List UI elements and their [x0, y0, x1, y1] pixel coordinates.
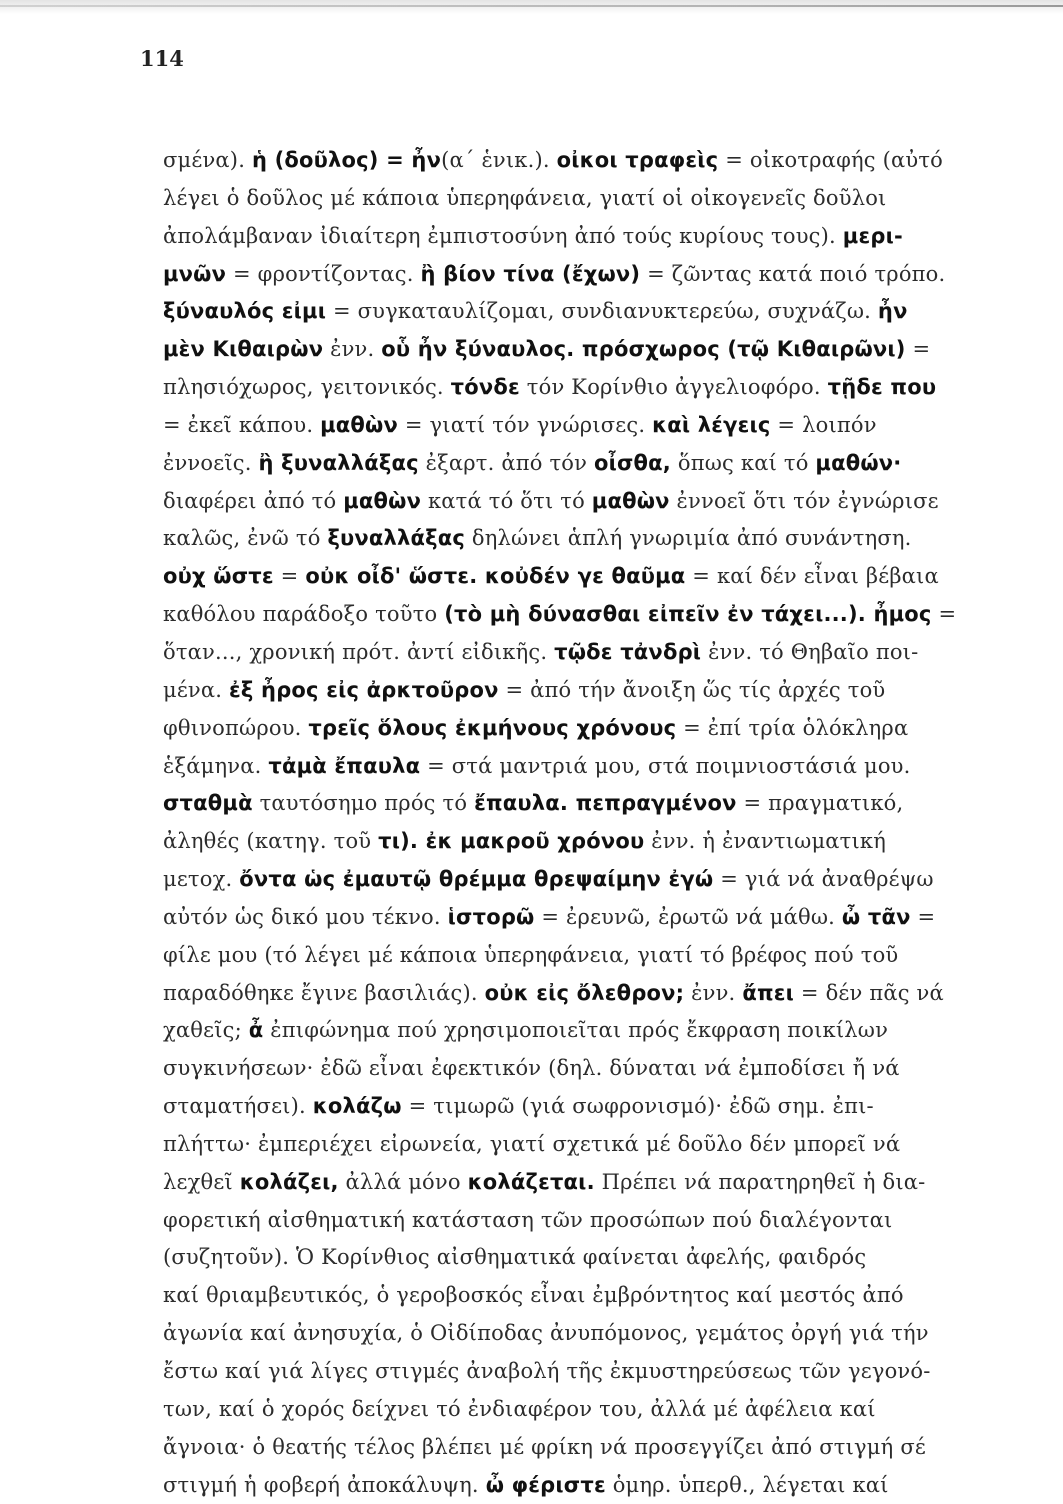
- commentary-segment: φίλε μου (τό λέγει μέ κάποια ὑπερηφάνεια, γιατί τό βρέφος πού τοῦ: [163, 942, 899, 967]
- lemma-term: μερι-: [842, 223, 903, 248]
- commentary-segment: κατά τό ὅτι τό: [421, 488, 592, 513]
- text-line: [163, 596, 993, 634]
- commentary-segment: ἀγωνία καί ἀνησυχία, ὁ Οἰδίποδας ἀνυπόμονος, γεμάτος ὀργή γιά τήν: [163, 1321, 929, 1346]
- commentary-segment: =: [905, 337, 931, 362]
- commentary-segment: μένα.: [163, 677, 230, 702]
- text-line: [163, 823, 993, 861]
- commentary-segment: ἀληθές (κατηγ. τοῦ: [163, 829, 379, 854]
- lemma-term: οὗ ἦν ξύναυλος. πρόσχωρος (τῷ Κιθαιρῶνι): [381, 337, 906, 362]
- commentary-segment: ἐνν.: [323, 337, 382, 362]
- lemma-term: ἐξ ἦρος εἰς ἀρκτοῦρον: [229, 677, 499, 702]
- commentary-segment: αὐτόν ὡς δικό μου τέκνο.: [163, 904, 448, 929]
- commentary-segment: ἔστω καί γιά λίγες στιγμές ἀναβολή τῆς ἐκμυστηρεύσεως τῶν γεγονό-: [163, 1359, 931, 1383]
- commentary-segment: χαθεῖς;: [163, 1018, 249, 1043]
- lemma-term: μαθὼν: [343, 488, 422, 513]
- lemma-term: ἔπαυλα. πεπραγμένον: [474, 791, 737, 816]
- commentary-segment: λέγει ὁ δοῦλος μέ κάποια ὑπερηφάνεια, γιατί οἱ οἰκογενεῖς δοῦλοι: [163, 185, 887, 210]
- text-line: [163, 142, 993, 180]
- lemma-term: μαθὼν: [591, 488, 670, 513]
- commentary-segment: ἑξάμηνα.: [163, 753, 269, 778]
- commentary-segment: = φροντίζοντας.: [226, 261, 421, 286]
- commentary-segment: Πρέπει νά παρατηρηθεῖ ἡ δια-: [594, 1169, 926, 1194]
- lemma-term: τόνδε: [450, 375, 520, 400]
- text-line: [163, 1012, 993, 1050]
- commentary-segment: ἐξαρτ. ἀπό τόν: [418, 450, 594, 475]
- commentary-segment: = στά μαντριά μου, στά ποιμνιοστάσιά μου.: [420, 753, 911, 778]
- commentary-segment: = ζῶντας κατά ποιό τρόπο.: [640, 261, 946, 286]
- commentary-segment: καί θριαμβευτικός, ὁ γεροβοσκός εἶναι ἐμβρόντητος καί μεστός ἀπό: [163, 1283, 904, 1308]
- commentary-segment: = πραγματικό,: [736, 791, 904, 816]
- text-line: [163, 1391, 993, 1429]
- commentary-segment: = συγκαταυλίζομαι, συνδιανυκτερεύω, συχνάζω.: [326, 299, 878, 324]
- lemma-term: ἢ βίον τίνα (ἔχων): [420, 261, 641, 286]
- commentary-segment: = ἐρευνῶ, ἐρωτῶ νά μάθω.: [534, 904, 842, 929]
- commentary-segment: = οἰκοτραφής (αὐτό: [718, 148, 943, 172]
- commentary-segment: ἀλλά μόνο: [338, 1169, 468, 1194]
- commentary-segment: = τιμωρῶ (γιά σωφρονισμό)· ἐδῶ σημ. ἐπι-: [401, 1094, 874, 1119]
- lemma-term: τι). ἐκ μακροῦ χρόνου: [378, 829, 645, 854]
- commentary-segment: = καί δέν εἶναι βέβαια: [685, 564, 939, 589]
- scan-top-edge: [0, 0, 1063, 14]
- text-line: [163, 483, 993, 521]
- text-line: [163, 558, 993, 596]
- text-line: [163, 445, 993, 483]
- lemma-term: οὐχ ὥστε: [163, 564, 274, 589]
- text-line: [163, 369, 993, 407]
- text-line: [163, 1277, 993, 1315]
- commentary-segment: λεχθεῖ: [163, 1169, 240, 1194]
- commentary-segment: πλήττω· ἐμπεριέχει εἰρωνεία, γιατί σχετικά μέ δοῦλο δέν μπορεῖ νά: [163, 1131, 901, 1156]
- commentary-segment: ὅπως καί τό: [670, 450, 816, 475]
- lemma-term: μνῶν: [163, 261, 227, 286]
- lemma-term: ὦ τᾶν: [841, 904, 911, 929]
- lemma-term: ξυναλλάξας: [327, 526, 466, 551]
- lemma-term: οἰκοι τραφεὶς: [556, 148, 719, 172]
- commentary-segment: φθινοπώρου.: [163, 715, 309, 740]
- text-line: [163, 1467, 993, 1504]
- commentary-segment: = γιατί τόν γνώρισες.: [398, 412, 653, 437]
- lemma-term: σταθμὰ: [163, 791, 253, 816]
- scan-top-rule: [0, 5, 1063, 7]
- commentary-segment: =: [910, 904, 936, 929]
- text-line: [163, 748, 993, 786]
- commentary-segment: στιγμή ἡ φοβερή ἀποκάλυψη.: [163, 1472, 486, 1497]
- lemma-term: κολάζει,: [239, 1169, 339, 1194]
- text-line: [163, 1202, 993, 1240]
- commentary-segment: = λοιπόν: [770, 412, 877, 437]
- commentary-segment: ὁμηρ. ὑπερθ., λέγεται καί: [605, 1472, 889, 1497]
- lemma-term: ὄντα ὡς ἐμαυτῷ θρέμμα θρεψαίμην ἐγώ: [239, 867, 714, 892]
- commentary-segment: συγκινήσεων· ἐδῶ εἶναι ἐφεκτικόν (δηλ. δύναται νά ἐμποδίσει ἤ νά: [163, 1056, 900, 1081]
- lemma-term: ἢ ξυναλλάξας: [258, 450, 419, 475]
- commentary-segment: ἐπιφώνημα πού χρησιμοποιεῖται πρός ἔκφραση ποικίλων: [263, 1018, 889, 1043]
- text-line: [163, 1239, 993, 1277]
- commentary-segment: των, καί ὁ χορός δείχνει τό ἐνδιαφέρον του, ἀλλά μέ ἀφέλεια καί: [163, 1396, 876, 1421]
- text-line: [163, 1429, 993, 1467]
- commentary-text: [163, 142, 993, 1504]
- lemma-term: οὐκ εἰς ὄλεθρον;: [484, 980, 685, 1005]
- commentary-segment: σμένα).: [163, 148, 252, 172]
- lemma-term: ἦν: [877, 299, 908, 324]
- commentary-segment: σταματήσει).: [163, 1094, 313, 1119]
- text-line: [163, 1088, 993, 1126]
- text-line: [163, 710, 993, 748]
- lemma-term: κολάζω: [312, 1094, 402, 1119]
- commentary-segment: ὅταν..., χρονική πρότ. ἀντί εἰδικῆς.: [163, 639, 555, 664]
- text-line: [163, 293, 993, 331]
- lemma-term: τῇδε που: [827, 375, 937, 400]
- commentary-segment: ἀπολάμβαναν ἰδιαίτερη ἐμπιστοσύνη ἀπό τούς κυρίους τους).: [163, 223, 843, 248]
- lemma-term: ἆ: [248, 1018, 264, 1043]
- commentary-segment: καθόλου παράδοξο τοῦτο: [163, 602, 445, 627]
- text-line: [163, 1126, 993, 1164]
- text-line: [163, 407, 993, 445]
- commentary-segment: πλησιόχωρος, γειτονικός.: [163, 375, 451, 400]
- lemma-term: κολάζεται.: [467, 1169, 595, 1194]
- text-line: [163, 937, 993, 975]
- lemma-term: μαθών·: [815, 450, 902, 475]
- commentary-segment: = δέν πᾶς νά: [794, 980, 944, 1005]
- commentary-segment: = ἐκεῖ κάπου.: [163, 412, 321, 437]
- commentary-segment: ἐνν. τό Θηβαῖο ποι-: [701, 639, 919, 664]
- commentary-segment: φορετική αἰσθηματική κατάσταση τῶν προσώπων πού διαλέγονται: [163, 1207, 893, 1232]
- commentary-segment: ἐνν. ἡ ἐναντιωματική: [644, 829, 887, 854]
- text-line: [163, 975, 993, 1013]
- lemma-term: καὶ λέγεις: [652, 412, 771, 437]
- commentary-segment: ἐννοεῖς.: [163, 450, 259, 475]
- commentary-segment: ἐνν.: [684, 980, 743, 1005]
- text-line: [163, 218, 993, 256]
- text-line: [163, 1050, 993, 1088]
- text-line: [163, 1315, 993, 1353]
- lemma-term: τρεῖς ὅλους ἐκμήνους χρόνους: [308, 715, 677, 740]
- commentary-segment: = ἐπί τρία ὁλόκληρα: [676, 715, 909, 740]
- lemma-term: τἀμὰ ἔπαυλα: [268, 753, 421, 778]
- text-line: [163, 180, 993, 218]
- lemma-term: οὐκ οἶδ' ὥστε. κοὐδέν γε θαῦμα: [305, 564, 686, 589]
- lemma-term: οἶσθα,: [593, 450, 671, 475]
- commentary-segment: = γιά νά ἀναθρέψω: [713, 867, 934, 892]
- commentary-segment: δηλώνει ἁπλή γνωριμία ἀπό συνάντηση.: [465, 526, 912, 551]
- commentary-segment: ἐννοεῖ ὅτι τόν ἐγνώρισε: [669, 488, 939, 513]
- commentary-segment: ἄγνοια· ὁ θεατής τέλος βλέπει μέ φρίκη νά προσεγγίζει ἀπό στιγμή σέ: [163, 1434, 926, 1459]
- lemma-term: ἱστορῶ: [447, 904, 535, 929]
- text-line: [163, 1353, 993, 1391]
- lemma-term: μὲν Κιθαιρὼν: [163, 337, 324, 362]
- text-line: [163, 331, 993, 369]
- commentary-segment: μετοχ.: [163, 867, 240, 892]
- lemma-term: μαθὼν: [320, 412, 398, 437]
- lemma-term: ξύναυλός εἰμι: [163, 299, 327, 324]
- text-line: [163, 861, 993, 899]
- text-line: [163, 1164, 993, 1202]
- text-line: [163, 256, 993, 294]
- text-line: [163, 634, 993, 672]
- lemma-term: ἄπει: [742, 980, 795, 1005]
- lemma-term: ἡ (δοῦλος) = ἦν: [251, 148, 442, 172]
- commentary-segment: διαφέρει ἀπό τό: [163, 488, 344, 513]
- commentary-segment: τόν Κορίνθιο ἀγγελιοφόρο.: [519, 375, 828, 400]
- commentary-segment: καλῶς, ἐνῶ τό: [163, 526, 328, 551]
- commentary-segment: παραδόθηκε ἔγινε βασιλιάς).: [163, 980, 485, 1005]
- page-number: 114: [140, 46, 184, 71]
- commentary-segment: ταυτόσημο πρός τό: [252, 791, 475, 816]
- commentary-segment: =: [931, 602, 957, 627]
- commentary-segment: = ἀπό τήν ἄνοιξη ὥς τίς ἀρχές τοῦ: [498, 677, 886, 702]
- text-line: [163, 899, 993, 937]
- commentary-segment: =: [273, 564, 306, 589]
- text-line: [163, 520, 993, 558]
- lemma-term: τῷδε τἀνδρὶ: [554, 639, 702, 664]
- commentary-segment: (α΄ ἑνικ.).: [441, 148, 557, 172]
- commentary-segment: (συζητοῦν). Ὁ Κορίνθιος αἰσθηματικά φαίνεται ἀφελής, φαιδρός: [163, 1245, 867, 1270]
- text-line: [163, 785, 993, 823]
- lemma-term: ὦ φέριστε: [485, 1472, 606, 1497]
- text-line: [163, 672, 993, 710]
- lemma-term: (τὸ μὴ δύνασθαι εἰπεῖν ἐν τάχει...). ἦμος: [444, 602, 932, 627]
